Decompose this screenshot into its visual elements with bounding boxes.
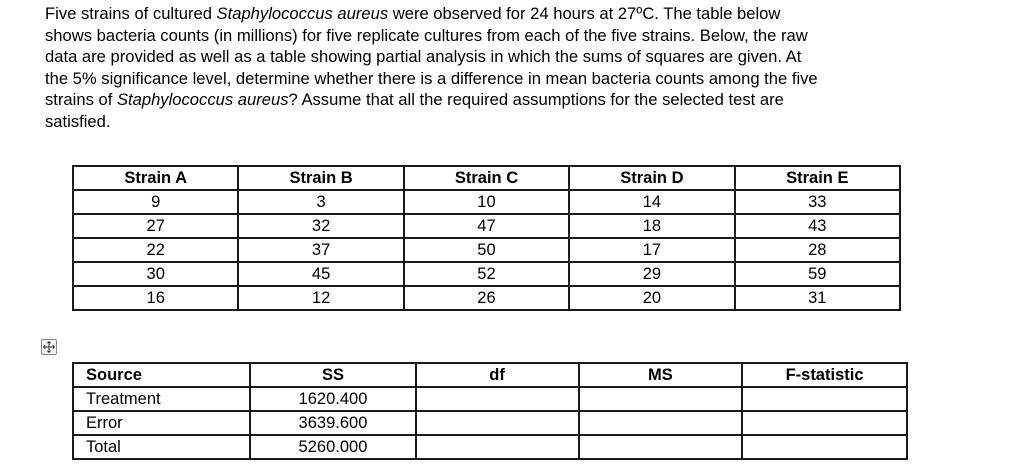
strain-cell: 20 [569, 286, 734, 310]
problem-text: the 5% significance level, determine whether there is a difference in mean bacteria counts among the five [45, 68, 818, 88]
strain-cell: 47 [404, 214, 569, 238]
anova-header: df [416, 363, 579, 387]
species-name: Staphylococcus aureus [116, 90, 289, 110]
strain-cell: 28 [735, 238, 900, 262]
bacteria-counts-table [72, 165, 901, 311]
strain-cell: 31 [735, 286, 900, 310]
anova-header: SS [250, 363, 415, 387]
problem-line [45, 111, 1015, 133]
anova-cell [416, 435, 579, 459]
strain-header: Strain D [569, 166, 734, 190]
strain-header: Strain C [404, 166, 569, 190]
table-move-handle[interactable] [41, 339, 57, 355]
problem-text: satisfied. [45, 111, 111, 131]
problem-text: strains of [45, 90, 117, 110]
strain-cell: 52 [404, 262, 569, 286]
strain-cell: 29 [569, 262, 734, 286]
problem-text: ? Assume that all the required assumptions for the selected test are [288, 90, 784, 110]
problem-line [45, 68, 1015, 90]
anova-cell [742, 387, 907, 411]
table-row [73, 214, 900, 238]
problem-statement [45, 3, 1015, 133]
table-row [73, 190, 900, 214]
table-row [73, 286, 900, 310]
strain-cell: 43 [735, 214, 900, 238]
anova-header: F-statistic [742, 363, 907, 387]
anova-cell [742, 435, 907, 459]
anova-cell [579, 387, 742, 411]
anova-cell [579, 411, 742, 435]
strain-cell: 59 [735, 262, 900, 286]
strain-header: Strain A [73, 166, 238, 190]
problem-line [45, 89, 1015, 111]
problem-line [45, 46, 1015, 68]
species-name: Staphylococcus aureus [216, 4, 389, 23]
anova-table [72, 362, 908, 460]
anova-cell [416, 387, 579, 411]
strain-cell: 18 [569, 214, 734, 238]
strain-cell: 17 [569, 238, 734, 262]
strain-cell: 50 [404, 238, 569, 262]
strain-header: Strain E [735, 166, 900, 190]
strain-cell: 27 [73, 214, 238, 238]
strain-cell: 26 [404, 286, 569, 310]
strain-header: Strain B [238, 166, 403, 190]
problem-text: data are provided as well as a table showing partial analysis in which the sums of squares are given. At [45, 47, 802, 67]
anova-cell [579, 435, 742, 459]
table-row [73, 238, 900, 262]
problem-line [45, 25, 1015, 47]
anova-cell: Treatment [73, 387, 250, 411]
problem-line [45, 3, 1015, 25]
table-row [73, 411, 907, 435]
strain-cell: 16 [73, 286, 238, 310]
strain-cell: 10 [404, 190, 569, 214]
anova-cell [416, 411, 579, 435]
anova-header: MS [579, 363, 742, 387]
problem-text: Five strains of cultured [45, 4, 217, 23]
strain-cell: 45 [238, 262, 403, 286]
anova-header: Source [73, 363, 250, 387]
anova-cell: 3639.600 [250, 411, 415, 435]
anova-cell: 5260.000 [250, 435, 415, 459]
anova-cell [742, 411, 907, 435]
anova-cell: Total [73, 435, 250, 459]
strain-cell: 3 [238, 190, 403, 214]
anova-cell: Error [73, 411, 250, 435]
strain-cell: 30 [73, 262, 238, 286]
table-row [73, 262, 900, 286]
problem-text: shows bacteria counts (in millions) for five replicate cultures from each of the five strains. Below, the raw [45, 25, 808, 45]
strain-cell: 33 [735, 190, 900, 214]
problem-text: were observed for 24 hours at 27ºC. The table below [388, 4, 781, 23]
move-icon [43, 341, 55, 353]
strain-cell: 22 [73, 238, 238, 262]
strain-cell: 37 [238, 238, 403, 262]
strain-cell: 32 [238, 214, 403, 238]
strain-cell: 9 [73, 190, 238, 214]
anova-cell: 1620.400 [250, 387, 415, 411]
table-row [73, 387, 907, 411]
table-row [73, 435, 907, 459]
strain-cell: 12 [238, 286, 403, 310]
strain-cell: 14 [569, 190, 734, 214]
